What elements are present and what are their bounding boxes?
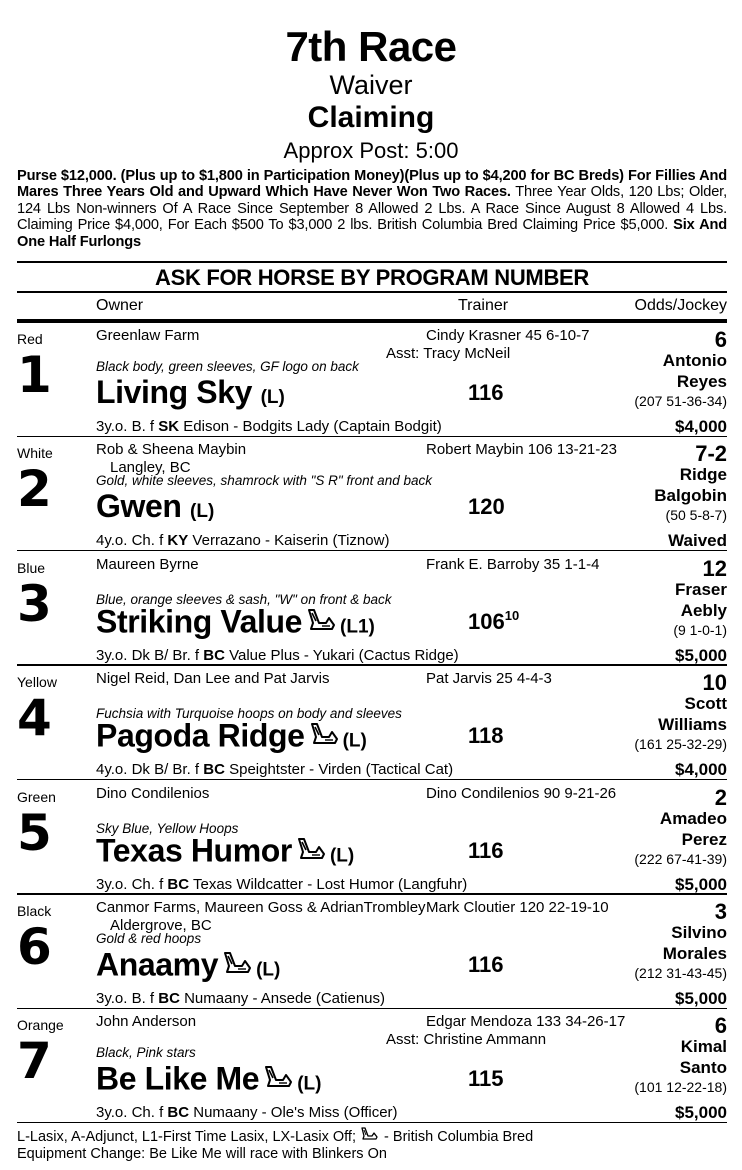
- horse-entry: [0, 323, 742, 437]
- race-conditions: [17, 168, 727, 250]
- column-header-owner: Owner: [96, 297, 144, 314]
- morning-line-odds: 7-2: [695, 441, 727, 467]
- silks-description: Black, Pink stars: [96, 1045, 196, 1061]
- jockey-last-name: Reyes: [676, 372, 727, 391]
- saddlecloth-color: Red: [17, 331, 43, 347]
- race-type: Claiming: [307, 101, 435, 134]
- silks-description: Fuchsia with Turquoise hoops on body and sleeves: [96, 706, 402, 722]
- horse-entry: [0, 437, 742, 551]
- pedigree-lineage: Texas Wildcatter - Lost Humor (Langfuhr): [189, 875, 468, 893]
- assistant-trainer: Asst: Christine Ammann: [386, 1031, 547, 1049]
- jockey-first-name: Silvino: [671, 923, 727, 942]
- morning-line-odds: 2: [714, 784, 727, 810]
- race-title: 7th Race: [285, 23, 457, 70]
- jockey-stats: (212 31-43-45): [634, 965, 727, 981]
- silks-description: Gold, white sleeves, shamrock with "S R" front and back: [96, 473, 432, 489]
- conditions-purse: Purse $12,000. (Plus up to $1,800 in Participation Money)(Plus up to $4,200 for BC Breds) For Fillies And Mares Three Years Old and Upward Which Have Never Won Two Races.: [17, 168, 727, 201]
- weight: [468, 1066, 504, 1092]
- bc-bred-icon: [309, 717, 339, 753]
- trainer-name: Mark Cloutier 120 22-19-10: [426, 899, 609, 916]
- pedigree: [96, 532, 389, 549]
- horse-entry: [0, 781, 742, 895]
- jockey-last-name: Balgobin: [654, 486, 727, 506]
- horse-name: Pagoda Ridge: [96, 717, 305, 754]
- race-subtitle: Waiver: [329, 70, 413, 100]
- medication: (L): [342, 730, 367, 752]
- pedigree-lineage: Edison - Bodgits Lady (Captain Bodgit): [179, 418, 442, 435]
- jockey-last-name: Santo: [679, 1058, 727, 1078]
- pedigree-bred: SK: [158, 418, 180, 435]
- owner-name: Dino Condilenios: [96, 784, 210, 802]
- pedigree-bred: BC: [203, 761, 225, 779]
- claiming-price: Waived: [668, 531, 727, 551]
- ask-banner: ASK FOR HORSE BY PROGRAM NUMBER: [155, 265, 589, 290]
- jockey-stats: (207 51-36-34): [634, 393, 727, 409]
- claiming-price: $5,000: [675, 645, 727, 665]
- divider: [17, 291, 727, 293]
- saddlecloth-color: Black: [17, 903, 52, 919]
- weight: [468, 494, 505, 520]
- horse-name-line: [96, 946, 280, 988]
- jockey-stats: (161 25-32-29): [634, 736, 727, 753]
- weight-value: 116: [468, 837, 504, 863]
- weight: [468, 723, 504, 749]
- horse-name: Living Sky: [96, 374, 253, 410]
- horse-name-line: [96, 374, 285, 416]
- bc-bred-icon: [263, 1060, 293, 1096]
- program-number: 5: [17, 803, 52, 862]
- assistant-trainer: Asst: Tracy McNeil: [386, 345, 511, 362]
- horse-name: Be Like Me: [96, 1060, 260, 1097]
- weight: [468, 609, 519, 635]
- horse-name-line: [96, 488, 214, 530]
- jockey-first-name: Kimal: [680, 1037, 727, 1057]
- pedigree: [96, 647, 459, 664]
- program-number: 4: [17, 689, 52, 748]
- owner-name: Canmor Farms, Maureen Goss & AdrianTrombley: [96, 899, 426, 916]
- horse-entry: [0, 895, 742, 1009]
- equipment-change: Equipment Change: Be Like Me will race with Blinkers On: [17, 1146, 387, 1162]
- column-header-trainer: Trainer: [458, 297, 509, 314]
- jockey-stats: (50 5-8-7): [665, 507, 727, 524]
- claiming-price: $5,000: [675, 989, 727, 1008]
- post-time: Approx Post: 5:00: [283, 138, 459, 163]
- owner-location: Langley, BC: [110, 459, 191, 477]
- weight: [468, 838, 504, 864]
- jockey-stats: (9 1-0-1): [673, 621, 727, 638]
- weight-value: 116: [468, 380, 504, 405]
- silks-description: Blue, orange sleeves & sash, "W" on front & back: [96, 591, 392, 607]
- column-header-odds-jockey: Odds/Jockey: [634, 297, 727, 314]
- jockey-last-name: Morales: [662, 944, 727, 963]
- pedigree: [96, 990, 385, 1007]
- program-number: 1: [17, 346, 52, 404]
- pedigree: [96, 761, 453, 778]
- morning-line-odds: 10: [702, 670, 727, 696]
- program-footer: [17, 1127, 533, 1162]
- owner-name: Maureen Byrne: [96, 555, 199, 573]
- pedigree-age: 3y.o. Ch. f: [96, 875, 168, 893]
- jockey-stats: (222 67-41-39): [634, 850, 727, 867]
- horse-entry: [0, 666, 742, 780]
- owner-name: Nigel Reid, Dan Lee and Pat Jarvis: [96, 670, 330, 688]
- pedigree-age: 3y.o. B. f: [96, 990, 159, 1007]
- saddlecloth-color: Orange: [17, 1017, 64, 1034]
- silks-description: Black body, green sleeves, GF logo on back: [96, 359, 359, 374]
- divider: [17, 261, 727, 263]
- claiming-price: $4,000: [675, 417, 727, 436]
- trainer-name: Pat Jarvis 25 4-4-3: [426, 670, 552, 688]
- horse-name-line: [96, 603, 375, 645]
- jockey-last-name: Aebly: [680, 600, 727, 620]
- pedigree-lineage: Numaany - Ole's Miss (Officer): [189, 1104, 398, 1122]
- horse-name: Striking Value: [96, 603, 303, 640]
- jockey-first-name: Fraser: [675, 579, 727, 599]
- weight-value: 106: [468, 608, 505, 634]
- program-number: 7: [17, 1032, 52, 1091]
- owner-name: Rob & Sheena Maybin: [96, 441, 247, 459]
- claiming-price: $5,000: [675, 1103, 727, 1123]
- medication: (L): [297, 1073, 322, 1095]
- jockey-first-name: Antonio: [662, 351, 727, 370]
- bc-bred-icon: [360, 1127, 378, 1145]
- bc-bred-icon: [306, 603, 336, 639]
- jockey-last-name: Williams: [658, 715, 727, 735]
- pedigree-bred: BC: [167, 875, 190, 893]
- pedigree-age: 3y.o. B. f: [96, 418, 159, 435]
- horse-name-line: [96, 832, 354, 874]
- divider: [17, 1122, 727, 1124]
- horse-entry: [0, 1009, 742, 1123]
- jockey-first-name: Amadeo: [659, 808, 727, 828]
- saddlecloth-color: Green: [17, 788, 56, 805]
- saddlecloth-color: White: [17, 445, 53, 462]
- silks-description: Sky Blue, Yellow Hoops: [96, 820, 239, 836]
- conditions-distance: Six And One Half Furlongs: [17, 217, 727, 250]
- horse-name: Anaamy: [96, 946, 219, 983]
- morning-line-odds: 12: [702, 555, 727, 581]
- medication: (L1): [340, 616, 375, 638]
- legend-bc-text: - British Columbia Bred: [380, 1128, 534, 1145]
- program-number: 6: [17, 918, 52, 976]
- pedigree-age: 4y.o. Dk B/ Br. f: [96, 761, 204, 779]
- pedigree: [96, 418, 442, 435]
- jockey-first-name: Scott: [684, 694, 727, 714]
- pedigree-age: 3y.o. Dk B/ Br. f: [96, 646, 204, 664]
- jockey-stats: (101 12-22-18): [634, 1079, 727, 1096]
- conditions-weights: Three Year Olds, 120 Lbs; Older, 124 Lbs Non-winners Of A Race Since September 8 Allowed 2 Lbs. A Race Since August 8 Allowed 4 Lbs. Claiming Price $4,000, For Each $500 To $3,000 2 lbs. British Columbia Bred Claiming Price $5,000.: [17, 184, 727, 234]
- pedigree-age: 4y.o. Ch. f: [96, 532, 168, 550]
- program-number: 2: [17, 460, 52, 519]
- bc-bred-icon: [296, 832, 326, 868]
- medication: (L): [260, 387, 285, 408]
- jockey-first-name: Ridge: [679, 465, 727, 485]
- claiming-price: $4,000: [675, 760, 727, 780]
- bc-bred-icon: [222, 946, 252, 982]
- program-number: 3: [17, 574, 52, 633]
- horse-name-line: [96, 1060, 321, 1102]
- pedigree: [96, 876, 467, 893]
- pedigree-lineage: Numaany - Ansede (Catienus): [179, 990, 386, 1007]
- pedigree-bred: BC: [158, 990, 180, 1007]
- pedigree: [96, 1104, 398, 1121]
- medication: (L): [190, 501, 215, 523]
- owner-name: John Anderson: [96, 1013, 197, 1031]
- trainer-name: Dino Condilenios 90 9-21-26: [426, 784, 617, 802]
- trainer-name: Robert Maybin 106 13-21-23: [426, 441, 617, 459]
- morning-line-odds: 6: [714, 327, 727, 352]
- trainer-name: Edgar Mendoza 133 34-26-17: [426, 1013, 626, 1031]
- weight-value: 118: [468, 723, 504, 749]
- weight: [468, 952, 504, 978]
- owner-name: Greenlaw Farm: [96, 327, 200, 344]
- medication: (L): [256, 959, 281, 981]
- trainer-name: Frank E. Barroby 35 1-1-4: [426, 555, 600, 573]
- morning-line-odds: 3: [714, 899, 727, 924]
- pedigree-bred: BC: [203, 646, 225, 664]
- race-header: [0, 0, 742, 166]
- horse-name-line: [96, 717, 367, 759]
- pedigree-age: 3y.o. Ch. f: [96, 1104, 168, 1122]
- claiming-price: $5,000: [675, 874, 727, 894]
- pedigree-lineage: Verrazano - Kaiserin (Tiznow): [188, 532, 390, 550]
- medication: (L): [329, 845, 355, 867]
- pedigree-lineage: Value Plus - Yukari (Cactus Ridge): [224, 646, 459, 664]
- weight-value: 116: [468, 952, 504, 977]
- jockey-last-name: Perez: [681, 829, 727, 849]
- pedigree-lineage: Speightster - Virden (Tactical Cat): [224, 761, 454, 779]
- weight-value: 115: [468, 1066, 504, 1092]
- horse-name: Gwen: [96, 488, 182, 525]
- owner-location: Aldergrove, BC: [110, 917, 212, 934]
- saddlecloth-color: Yellow: [17, 674, 57, 691]
- weight-value: 120: [468, 494, 505, 520]
- silks-description: Gold & red hoops: [96, 931, 202, 946]
- pedigree-bred: BC: [167, 1104, 190, 1122]
- morning-line-odds: 6: [714, 1013, 727, 1039]
- horse-entry: [0, 552, 742, 666]
- weight: [468, 380, 504, 406]
- legend-text: L-Lasix, A-Adjunct, L1-First Time Lasix, LX-Lasix Off;: [17, 1128, 361, 1145]
- trainer-name: Cindy Krasner 45 6-10-7: [426, 327, 590, 344]
- legend: [17, 1127, 533, 1147]
- horse-name: Texas Humor: [96, 832, 292, 869]
- apprentice-allowance: 10: [504, 607, 520, 623]
- pedigree-bred: KY: [167, 532, 189, 550]
- saddlecloth-color: Blue: [17, 559, 46, 576]
